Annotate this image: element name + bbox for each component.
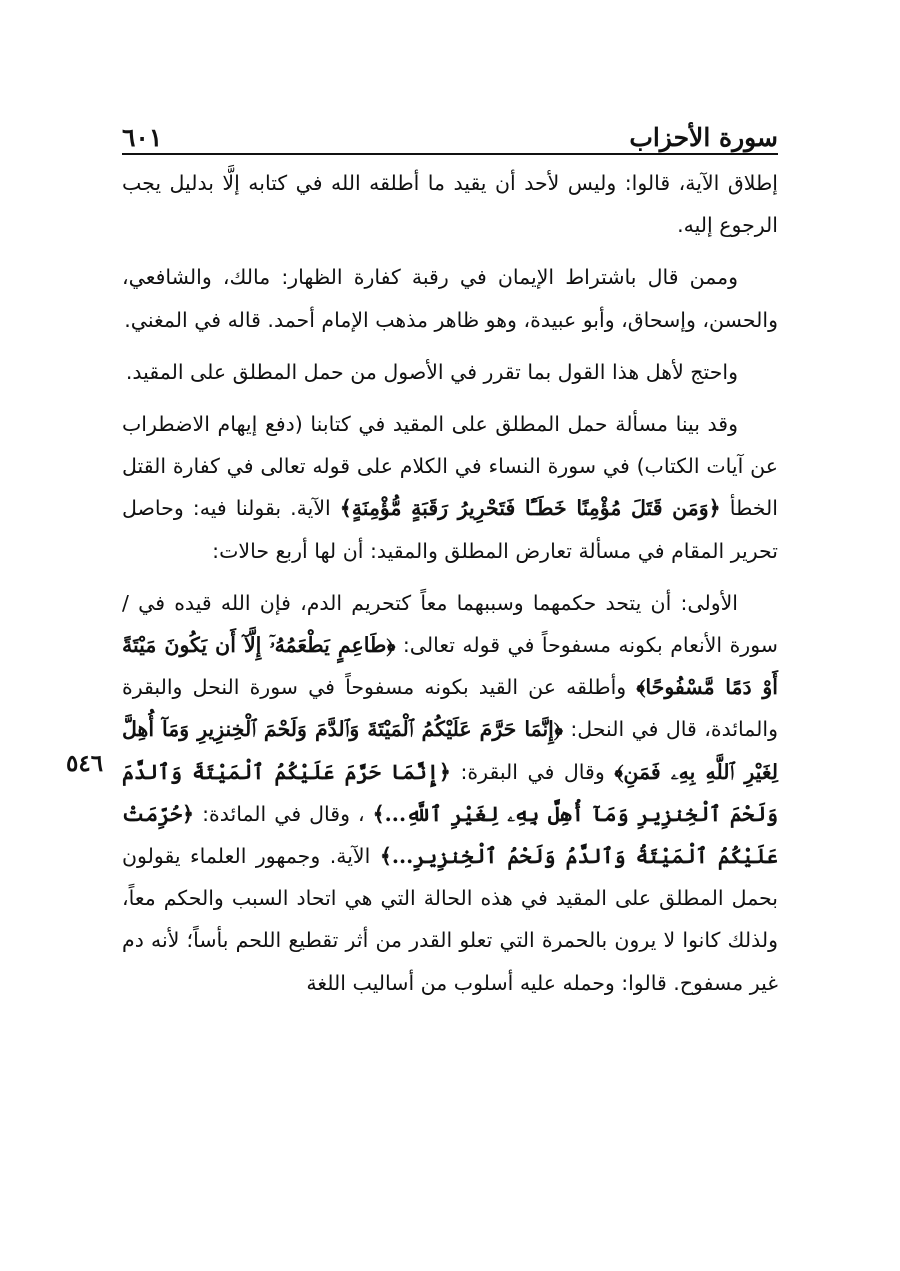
page-header	[122, 108, 778, 152]
quran-verse: ﴿حُرِّمَتْ عَلَيْكُمُ ٱلْمَيْتَةُ وَٱلدَّمُ وَلَحْمُ ٱلْخِنزِيرِ...﴾	[122, 801, 778, 869]
surah-title: سورة الأحزاب	[629, 123, 778, 152]
paragraph-4-text-a: وقد بينا مسألة حمل المطلق على المقيد في كتابنا (دفع إيهام الاضطراب عن آيات الكتاب) في سورة النساء في الكلام على قوله تعالى في كفارة القتل الخطأ	[122, 412, 778, 521]
paragraph-5-text-d: ، وقال في المائدة:	[202, 801, 365, 826]
quran-verse: ﴿إِنَّمَا حَرَّمَ عَلَيْكُمُ ٱلْمَيْتَةَ وَٱلدَّمَ وَلَحْمَ ٱلْخِنزِيرِ وَمَآ أُهِلَّ بِهِۦ لِغَيْرِ ٱللَّهِ...﴾	[122, 759, 778, 826]
paragraph-5	[122, 582, 778, 1004]
paragraph-5-text-c: وقال في البقرة:	[460, 759, 605, 784]
paragraph-2: وممن قال باشتراط الإيمان في رقبة كفارة الظهار: مالك، والشافعي، والحسن، وإسحاق، وأبو عبيدة، وهو ظاهر مذهب الإمام أحمد. قاله في المغني.	[122, 265, 778, 332]
paragraph-4	[122, 403, 778, 572]
paragraph-3: واحتج لأهل هذا القول بما تقرر في الأصول من حمل المطلق على المقيد.	[125, 359, 738, 384]
paragraph-5-text-e: الآية. وجمهور العلماء يقولون بحمل المطلق على المقيد في هذه الحالة التي هي اتحاد السبب والحكم معاً، ولذلك كانوا لا يرون بالحمرة التي تعلو القدر من أثر تقطيع اللحم بأساً؛ لأنه دم غير مسفوح. قالوا: وحمله عليه أسلوب من أساليب اللغة	[122, 844, 778, 995]
page-number: ٦٠١	[122, 123, 163, 152]
paragraph-5-text-a: الأولى: أن يتحد حكمهما وسببهما معاً كتحريم الدم، فإن الله قيده في /سورة الأنعام بكونه مسفوحاً في قوله تعالى:	[122, 590, 778, 658]
header-divider	[122, 153, 778, 155]
margin-page-reference: ٥٤٦	[66, 750, 104, 777]
page-body	[122, 162, 778, 1014]
paragraph-4-text-b: الآية. بقولنا فيه: وحاصل تحرير المقام في مسألة تعارض المطلق والمقيد: أن لها أربع حالات:	[122, 496, 778, 563]
quran-verse: ﴿وَمَن قَتَلَ مُؤْمِنًا خَطَـًٔا فَتَحْرِيرُ رَقَبَةٍ مُّؤْمِنَةٍ﴾	[339, 496, 721, 521]
quran-verse: ﴿إِنَّمَا حَرَّمَ عَلَيْكُمُ ٱلْمَيْتَةَ وَٱلدَّمَ وَلَحْمَ ٱلْخِنزِيرِ وَمَآ أُهِلَّ لِغَيْرِ ٱللَّهِ بِهِۦ فَمَنِ﴾	[122, 717, 778, 784]
paragraph-5-text-b: وأطلقه عن القيد بكونه مسفوحاً في سورة النحل والبقرة والمائدة، قال في النحل:	[122, 675, 778, 742]
quran-verse: ﴿طَاعِمٍ يَطْعَمُهُۥٓ إِلَّآ أَن يَكُونَ مَيْتَةً أَوْ دَمًا مَّسْفُوحًا﴾	[122, 633, 778, 700]
paragraph-1: إطلاق الآية، قالوا: وليس لأحد أن يقيد ما أطلقه الله في كتابه إلَّا بدليل يجب الرجوع إليه.	[122, 171, 778, 238]
